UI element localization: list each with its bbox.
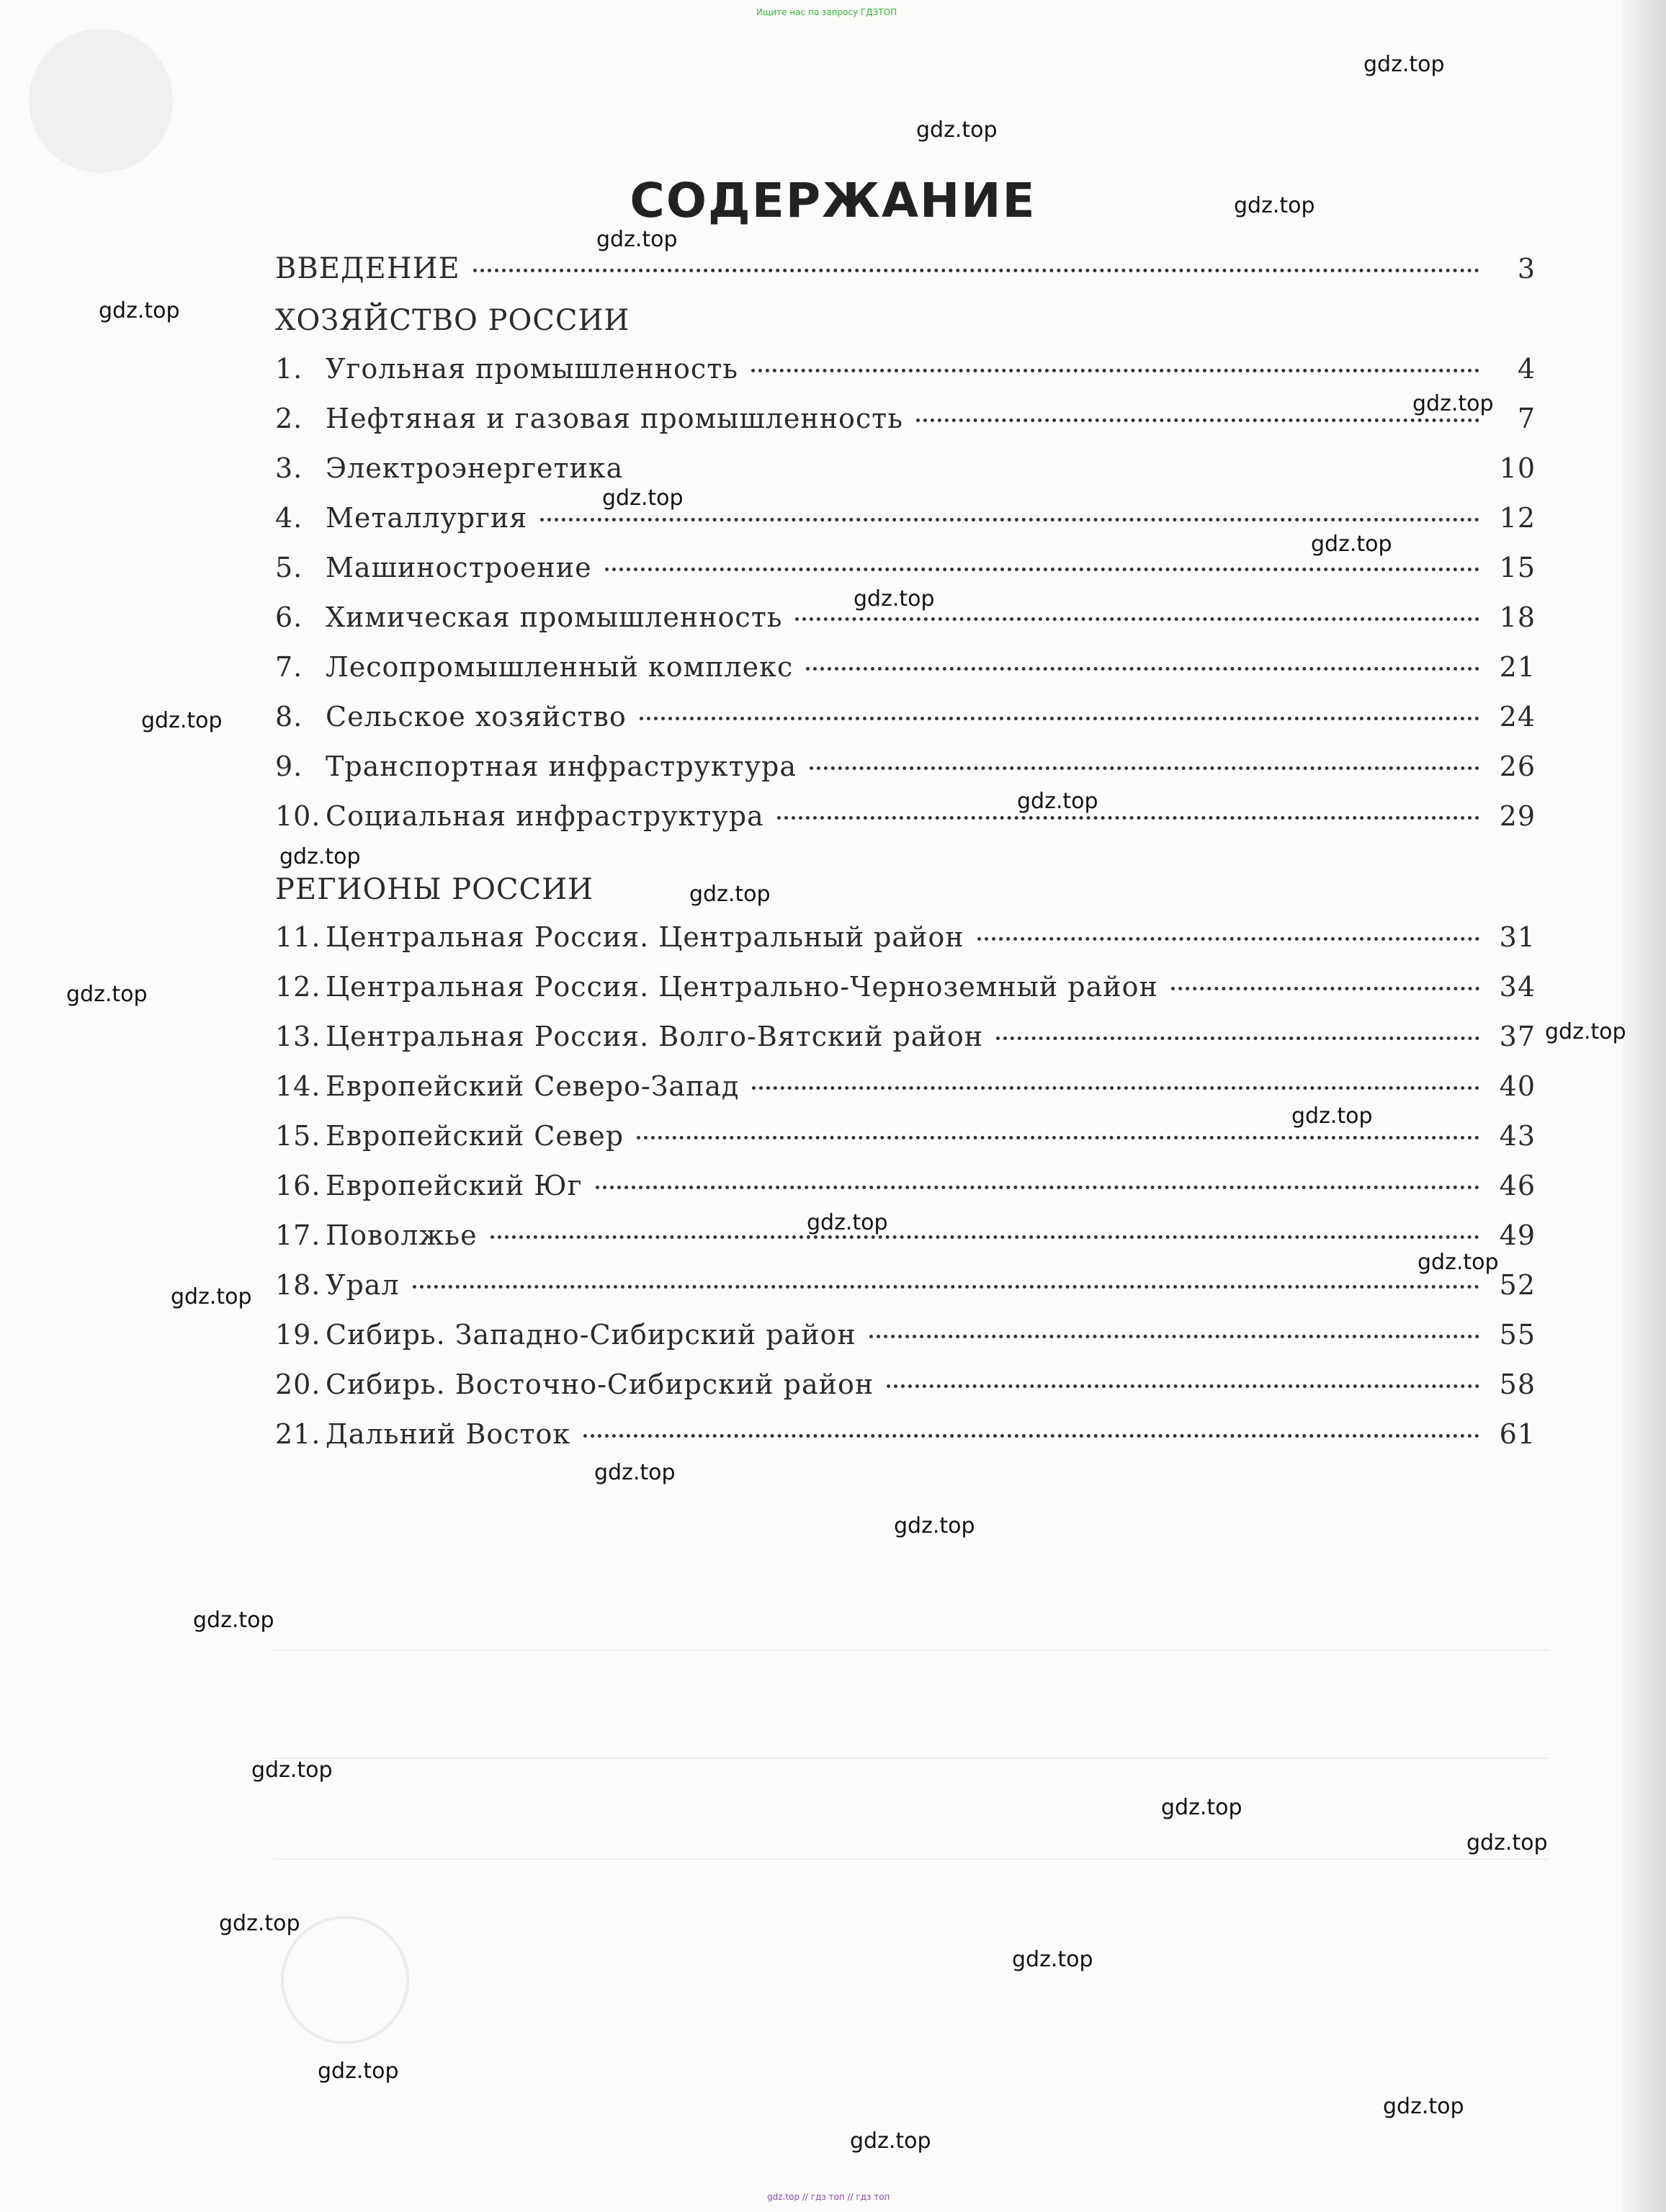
watermark: gdz.top xyxy=(1466,1830,1548,1855)
toc-item-number: 4. xyxy=(275,502,303,534)
toc-item-label: Европейский Северо-Запад xyxy=(326,1070,740,1102)
toc-item-number: 20. xyxy=(275,1369,321,1400)
toc-item-number: 8. xyxy=(275,701,303,733)
toc-item-label: Сибирь. Восточно-Сибирский район xyxy=(326,1369,874,1400)
leader-dots xyxy=(540,518,1479,521)
watermark: gdz.top xyxy=(1234,193,1315,218)
toc-item-page: 49 xyxy=(1499,1219,1536,1251)
toc-item-page: 3 xyxy=(1517,253,1536,285)
watermark: gdz.top xyxy=(894,1513,975,1539)
toc-item-page: 12 xyxy=(1499,502,1536,534)
header-banner[interactable]: Ищите нас по запросу ГДЗТОП xyxy=(756,7,897,17)
bleed-through-line xyxy=(274,1757,1549,1759)
toc-item-page: 43 xyxy=(1499,1120,1536,1152)
bleed-through-line xyxy=(274,1649,1549,1651)
page-title: СОДЕРЖАНИЕ xyxy=(630,173,1036,228)
toc-item[interactable] xyxy=(275,1369,1536,1412)
watermark: gdz.top xyxy=(807,1210,888,1235)
watermark: gdz.top xyxy=(1418,1250,1499,1275)
leader-dots xyxy=(795,617,1479,621)
leader-dots xyxy=(977,937,1479,941)
toc-item[interactable] xyxy=(275,1170,1536,1213)
toc-item-number: 21. xyxy=(275,1418,321,1450)
toc-item-page: 4 xyxy=(1517,353,1536,385)
toc-item-number: 18. xyxy=(275,1269,321,1301)
watermark: gdz.top xyxy=(916,117,998,143)
toc-item-page: 46 xyxy=(1499,1170,1536,1201)
leader-dots xyxy=(916,418,1479,422)
section-heading: ХОЗЯЙСТВО РОССИИ xyxy=(275,304,630,337)
bleed-through-line xyxy=(274,1858,1549,1860)
toc-item-label: Европейский Север xyxy=(326,1120,624,1152)
toc-item-number: 1. xyxy=(275,353,303,385)
leader-dots xyxy=(637,1136,1479,1139)
toc-item-number: 13. xyxy=(275,1021,321,1052)
toc-item-label: Нефтяная и газовая промышленность xyxy=(326,403,903,434)
toc-item-number: 9. xyxy=(275,751,303,782)
bleed-through-circle xyxy=(281,1916,409,2044)
toc-item-page: 29 xyxy=(1499,800,1536,832)
watermark: gdz.top xyxy=(99,298,180,323)
toc-item[interactable] xyxy=(275,1219,1536,1263)
toc-item-label: Дальний Восток xyxy=(326,1418,571,1450)
watermark: gdz.top xyxy=(1017,789,1098,814)
toc-item[interactable] xyxy=(275,353,1536,396)
toc-item[interactable] xyxy=(275,1021,1536,1064)
toc-item-intro[interactable] xyxy=(275,252,1536,295)
toc-item-number: 10. xyxy=(275,800,321,832)
leader-dots xyxy=(810,766,1479,770)
toc-item[interactable] xyxy=(275,751,1536,794)
footer-banner[interactable]: gdz.top // гдз топ // гдз топ xyxy=(767,2192,890,2202)
watermark: gdz.top xyxy=(251,1757,333,1783)
watermark: gdz.top xyxy=(854,586,935,612)
leader-dots xyxy=(596,1186,1479,1189)
toc-item-number: 11. xyxy=(275,921,321,953)
toc-item-page: 7 xyxy=(1517,403,1536,434)
leader-dots xyxy=(751,369,1479,372)
watermark: gdz.top xyxy=(594,1460,676,1485)
watermark: gdz.top xyxy=(1161,1795,1242,1820)
toc-item[interactable] xyxy=(275,452,1536,496)
toc-item-label: Электроэнергетика xyxy=(326,452,624,484)
toc-item-number: 2. xyxy=(275,403,303,434)
leader-dots xyxy=(869,1335,1479,1338)
toc-item-label: Машиностроение xyxy=(326,552,592,583)
watermark: gdz.top xyxy=(1291,1103,1373,1129)
toc-item-number: 12. xyxy=(275,971,321,1003)
toc-item-number: 17. xyxy=(275,1219,321,1251)
watermark: gdz.top xyxy=(689,882,771,907)
watermark: gdz.top xyxy=(1311,532,1392,557)
toc-item[interactable] xyxy=(275,1269,1536,1312)
toc-item-page: 55 xyxy=(1499,1319,1536,1351)
toc-item[interactable] xyxy=(275,971,1536,1014)
leader-dots xyxy=(413,1285,1479,1289)
toc-item-number: 19. xyxy=(275,1319,321,1351)
toc-item-page: 61 xyxy=(1499,1418,1536,1450)
leader-dots xyxy=(887,1384,1479,1388)
toc-item-number: 14. xyxy=(275,1070,321,1102)
leader-dots xyxy=(1171,987,1479,990)
leader-dots xyxy=(806,667,1479,671)
watermark: gdz.top xyxy=(850,2128,931,2154)
toc-item-label: Центральная Россия. Центральный район xyxy=(326,921,964,953)
toc-item[interactable] xyxy=(275,800,1536,843)
page-edge-shadow xyxy=(1623,0,1666,2212)
watermark: gdz.top xyxy=(1383,2094,1464,2119)
toc-item-number: 3. xyxy=(275,452,303,484)
toc-item-label: Центральная Россия. Центрально-Черноземный район xyxy=(326,971,1158,1003)
toc-item-label: ВВЕДЕНИЕ xyxy=(275,252,460,285)
watermark: gdz.top xyxy=(1545,1019,1626,1044)
section-heading: РЕГИОНЫ РОССИИ xyxy=(275,873,594,906)
toc-item-label: Сибирь. Западно-Сибирский район xyxy=(326,1319,856,1351)
toc-item-page: 18 xyxy=(1499,601,1536,633)
watermark: gdz.top xyxy=(141,708,223,733)
leader-dots xyxy=(640,717,1479,720)
toc-item[interactable] xyxy=(275,1319,1536,1362)
toc-item-page: 37 xyxy=(1499,1021,1536,1052)
toc-item-number: 15. xyxy=(275,1120,321,1152)
leader-dots xyxy=(605,568,1479,571)
watermark: gdz.top xyxy=(1412,391,1494,416)
watermark: gdz.top xyxy=(279,844,361,869)
toc-item-label: Поволжье xyxy=(326,1219,478,1251)
toc-item-page: 52 xyxy=(1499,1269,1536,1301)
toc-item-label: Лесопромышленный комплекс xyxy=(326,651,794,683)
toc-item-label: Урал xyxy=(326,1269,400,1301)
toc-item-page: 40 xyxy=(1499,1070,1536,1102)
toc-item[interactable] xyxy=(275,403,1536,446)
toc-item-label: Социальная инфраструктура xyxy=(326,800,764,832)
watermark: gdz.top xyxy=(596,227,678,252)
leader-dots xyxy=(473,269,1479,272)
toc-item-number: 16. xyxy=(275,1170,321,1201)
watermark: gdz.top xyxy=(171,1284,252,1309)
toc-item-label: Центральная Россия. Волго-Вятский район xyxy=(326,1021,984,1052)
toc-item-label: Угольная промышленность xyxy=(326,353,738,385)
toc-item-page: 21 xyxy=(1499,651,1536,683)
toc-item[interactable] xyxy=(275,921,1536,964)
toc-item-label: Европейский Юг xyxy=(326,1170,583,1201)
toc-item-number: 5. xyxy=(275,552,303,583)
watermark: gdz.top xyxy=(602,485,684,511)
toc-item-page: 15 xyxy=(1499,552,1536,583)
watermark: gdz.top xyxy=(193,1608,274,1633)
toc-item-number: 7. xyxy=(275,651,303,683)
leader-dots xyxy=(583,1434,1479,1438)
toc-item-page: 58 xyxy=(1499,1369,1536,1400)
toc-item[interactable] xyxy=(275,1418,1536,1461)
toc-item[interactable] xyxy=(275,701,1536,744)
watermark: gdz.top xyxy=(66,982,148,1007)
watermark: gdz.top xyxy=(219,1911,300,1936)
watermark: gdz.top xyxy=(1012,1947,1093,1972)
leader-dots xyxy=(491,1235,1479,1239)
leader-dots xyxy=(996,1036,1479,1040)
leader-dots xyxy=(777,816,1479,820)
leader-dots xyxy=(752,1086,1479,1090)
watermark: gdz.top xyxy=(318,2059,399,2084)
toc-item-label: Химическая промышленность xyxy=(326,601,783,633)
toc-item-page: 26 xyxy=(1499,751,1536,782)
toc-item-page: 24 xyxy=(1499,701,1536,733)
toc-item-label: Металлургия xyxy=(326,502,528,534)
watermark: gdz.top xyxy=(1363,52,1445,77)
toc-item-page: 10 xyxy=(1499,452,1536,484)
bleed-through-sun-icon xyxy=(29,29,173,173)
toc-item[interactable] xyxy=(275,651,1536,694)
toc-item-label: Сельское хозяйство xyxy=(326,701,627,733)
toc-item-number: 6. xyxy=(275,601,303,633)
toc-item-label: Транспортная инфраструктура xyxy=(326,751,797,782)
toc-item-page: 34 xyxy=(1499,971,1536,1003)
toc-item-page: 31 xyxy=(1499,921,1536,953)
